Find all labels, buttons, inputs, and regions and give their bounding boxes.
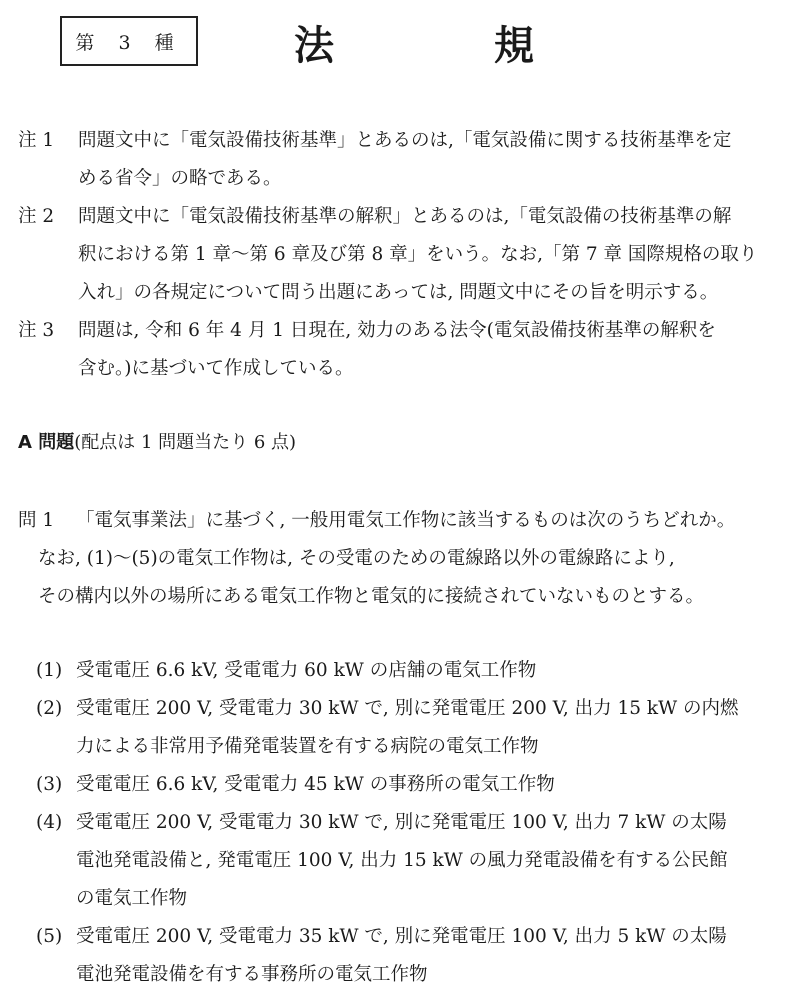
grade-box [60, 16, 198, 66]
choice-line: 受電電圧 200 V, 受電電力 30 kW で, 別に発電電圧 100 V, 出力 7 kW の太陽 [76, 812, 727, 833]
choice-text [76, 804, 776, 918]
choice-text [76, 766, 776, 804]
note-line: 釈における第 1 章〜第 6 章及び第 8 章」をいう。なお,「第 7 章 国際規格の取り [78, 244, 758, 265]
choice-text [76, 918, 776, 994]
choice-4 [36, 804, 776, 918]
note-line: 入れ」の各規定について問う出題にあっては, 問題文中にその旨を明示する。 [78, 282, 719, 303]
question-line: 「電気事業法」に基づく, 一般用電気工作物に該当するものは次のうちどれか。 [76, 510, 736, 531]
note-2 [18, 198, 778, 312]
choice-line: の電気工作物 [76, 888, 188, 909]
notes-section [18, 122, 778, 388]
note-line: める省令」の略である。 [78, 168, 282, 189]
note-line: 問題文中に「電気設備技術基準」とあるのは,「電気設備に関する技術基準を定 [78, 130, 732, 151]
question-first-line [18, 502, 778, 540]
question-1 [18, 502, 778, 616]
choice-line: 力による非常用予備発電装置を有する病院の電気工作物 [76, 736, 539, 757]
section-note: (配点は 1 問題当たり 6 点) [74, 432, 297, 453]
choice-line: 受電電圧 200 V, 受電電力 30 kW で, 別に発電電圧 200 V, 出力 15 kW の内燃 [76, 698, 739, 719]
choice-line: 受電電圧 200 V, 受電電力 35 kW で, 別に発電電圧 100 V, 出力 5 kW の太陽 [76, 926, 727, 947]
choice-2 [36, 690, 776, 766]
note-line: 含む。)に基づいて作成している。 [78, 358, 354, 379]
choice-label: (5) [36, 926, 63, 947]
answer-choices [36, 652, 776, 994]
grade-label: 第 3 種 [75, 31, 183, 54]
note-line: 問題は, 令和 6 年 4 月 1 日現在, 効力のある法令(電気設備技術基準の解釈を [78, 320, 716, 341]
note-text [58, 198, 778, 312]
section-label: A 問題 [18, 432, 75, 453]
choice-label: (4) [36, 812, 63, 833]
choice-line: 電池発電設備と, 発電電圧 100 V, 出力 15 kW の風力発電設備を有する公民館 [76, 850, 728, 871]
choice-text [76, 690, 776, 766]
note-text [58, 312, 778, 388]
note-label: 注 1 [18, 130, 55, 151]
page-title [294, 14, 534, 70]
choice-line: 電池発電設備を有する事務所の電気工作物 [76, 964, 428, 985]
choice-label: (1) [36, 660, 63, 681]
choice-label: (2) [36, 698, 63, 719]
note-1 [18, 122, 778, 198]
note-3 [18, 312, 778, 388]
choice-line: 受電電圧 6.6 kV, 受電電力 45 kW の事務所の電気工作物 [76, 774, 555, 795]
title-char-1: 法 [294, 22, 334, 69]
note-label: 注 3 [18, 320, 55, 341]
choice-3 [36, 766, 776, 804]
question-label: 問 1 [18, 510, 55, 531]
choice-text [76, 652, 776, 690]
note-text [58, 122, 778, 198]
note-label: 注 2 [18, 206, 55, 227]
choice-line: 受電電圧 6.6 kV, 受電電力 60 kW の店舗の電気工作物 [76, 660, 537, 681]
question-line: その構内以外の場所にある電気工作物と電気的に接続されていないものとする。 [38, 586, 705, 607]
title-char-2: 規 [494, 22, 534, 69]
note-line: 問題文中に「電気設備技術基準の解釈」とあるのは,「電気設備の技術基準の解 [78, 206, 732, 227]
choice-1 [36, 652, 776, 690]
choice-label: (3) [36, 774, 63, 795]
section-heading [18, 428, 296, 458]
question-line: なお, (1)〜(5)の電気工作物は, その受電のための電線路以外の電線路により, [38, 548, 675, 569]
choice-5 [36, 918, 776, 994]
